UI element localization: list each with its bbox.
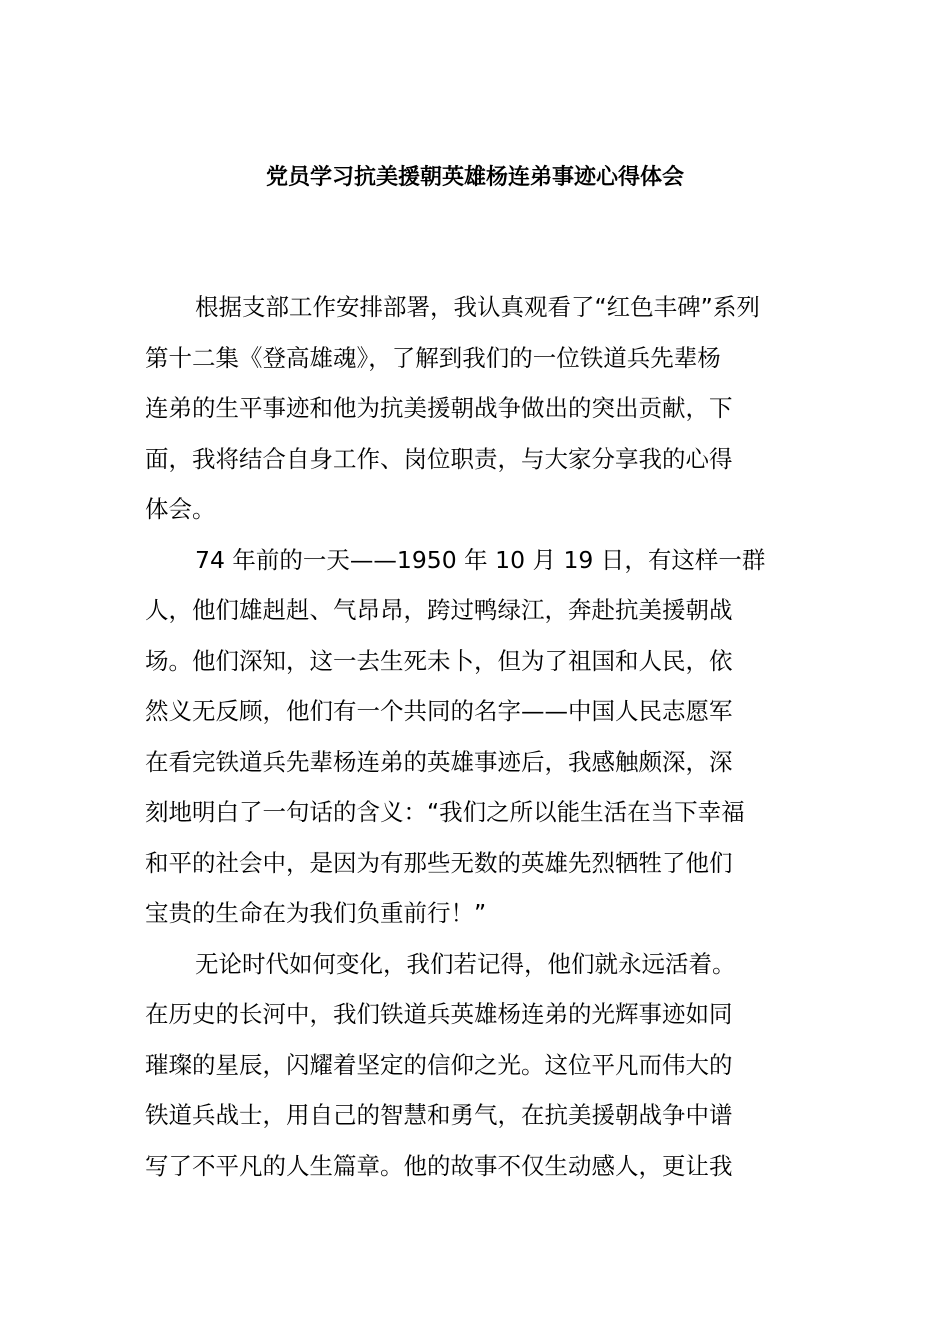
paragraph-3-line-1: 无论时代如何变化，我们若记得，他们就永远活着。 (195, 949, 736, 978)
paragraph-2-line-2: 人，他们雄赳赳、气昂昂，跨过鸭绿江，奔赴抗美援朝战 (145, 596, 733, 624)
paragraph-3-line-3: 璀璨的星辰，闪耀着坚定的信仰之光。这位平凡而伟大的 (145, 1050, 733, 1079)
paragraph-3-line-5: 写了不平凡的人生篇章。他的故事不仅生动感人，更让我 (145, 1151, 733, 1180)
paragraph-1-line-2: 第十二集《登高雄魂》，了解到我们的一位铁道兵先辈杨 (145, 343, 721, 372)
paragraph-1-line-1: 根据支部工作安排部署，我认真观看了“红色丰碑”系列 (195, 293, 760, 321)
paragraph-2-line-3: 场。他们深知，这一去生死未卜，但为了祖国和人民，依 (145, 646, 733, 675)
paragraph-2-line-4: 然义无反顾，他们有一个共同的名字——中国人民志愿军 (145, 697, 733, 725)
paragraph-2-line-1: 74 年前的一天——1950 年 10 月 19 日，有这样一群 (195, 545, 766, 574)
paragraph-1-line-4: 面，我将结合自身工作、岗位职责，与大家分享我的心得 (145, 444, 733, 473)
paragraph-2-line-7: 和平的社会中，是因为有那些无数的英雄先烈牺牲了他们 (145, 848, 733, 877)
document-body (145, 282, 807, 1191)
paragraph-1-line-5: 体会。 (145, 495, 216, 523)
document-title: 党员学习抗美援朝英雄杨连弟事迹心得体会 (265, 165, 684, 190)
paragraph-2-line-5: 在看完铁道兵先辈杨连弟的英雄事迹后，我感触颇深，深 (145, 747, 733, 776)
paragraph-2-line-6: 刻地明白了一句话的含义：“我们之所以能生活在当下幸福 (145, 798, 745, 826)
paragraph-3-line-2: 在历史的长河中，我们铁道兵英雄杨连弟的光辉事迹如同 (145, 1000, 733, 1028)
paragraph-3-line-4: 铁道兵战士，用自己的智慧和勇气，在抗美援朝战争中谱 (145, 1101, 733, 1129)
paragraph-1-line-3: 连弟的生平事迹和他为抗美援朝战争做出的突出贡献，下 (145, 394, 733, 422)
paragraph-2-line-8: 宝贵的生命在为我们负重前行！” (145, 899, 487, 927)
